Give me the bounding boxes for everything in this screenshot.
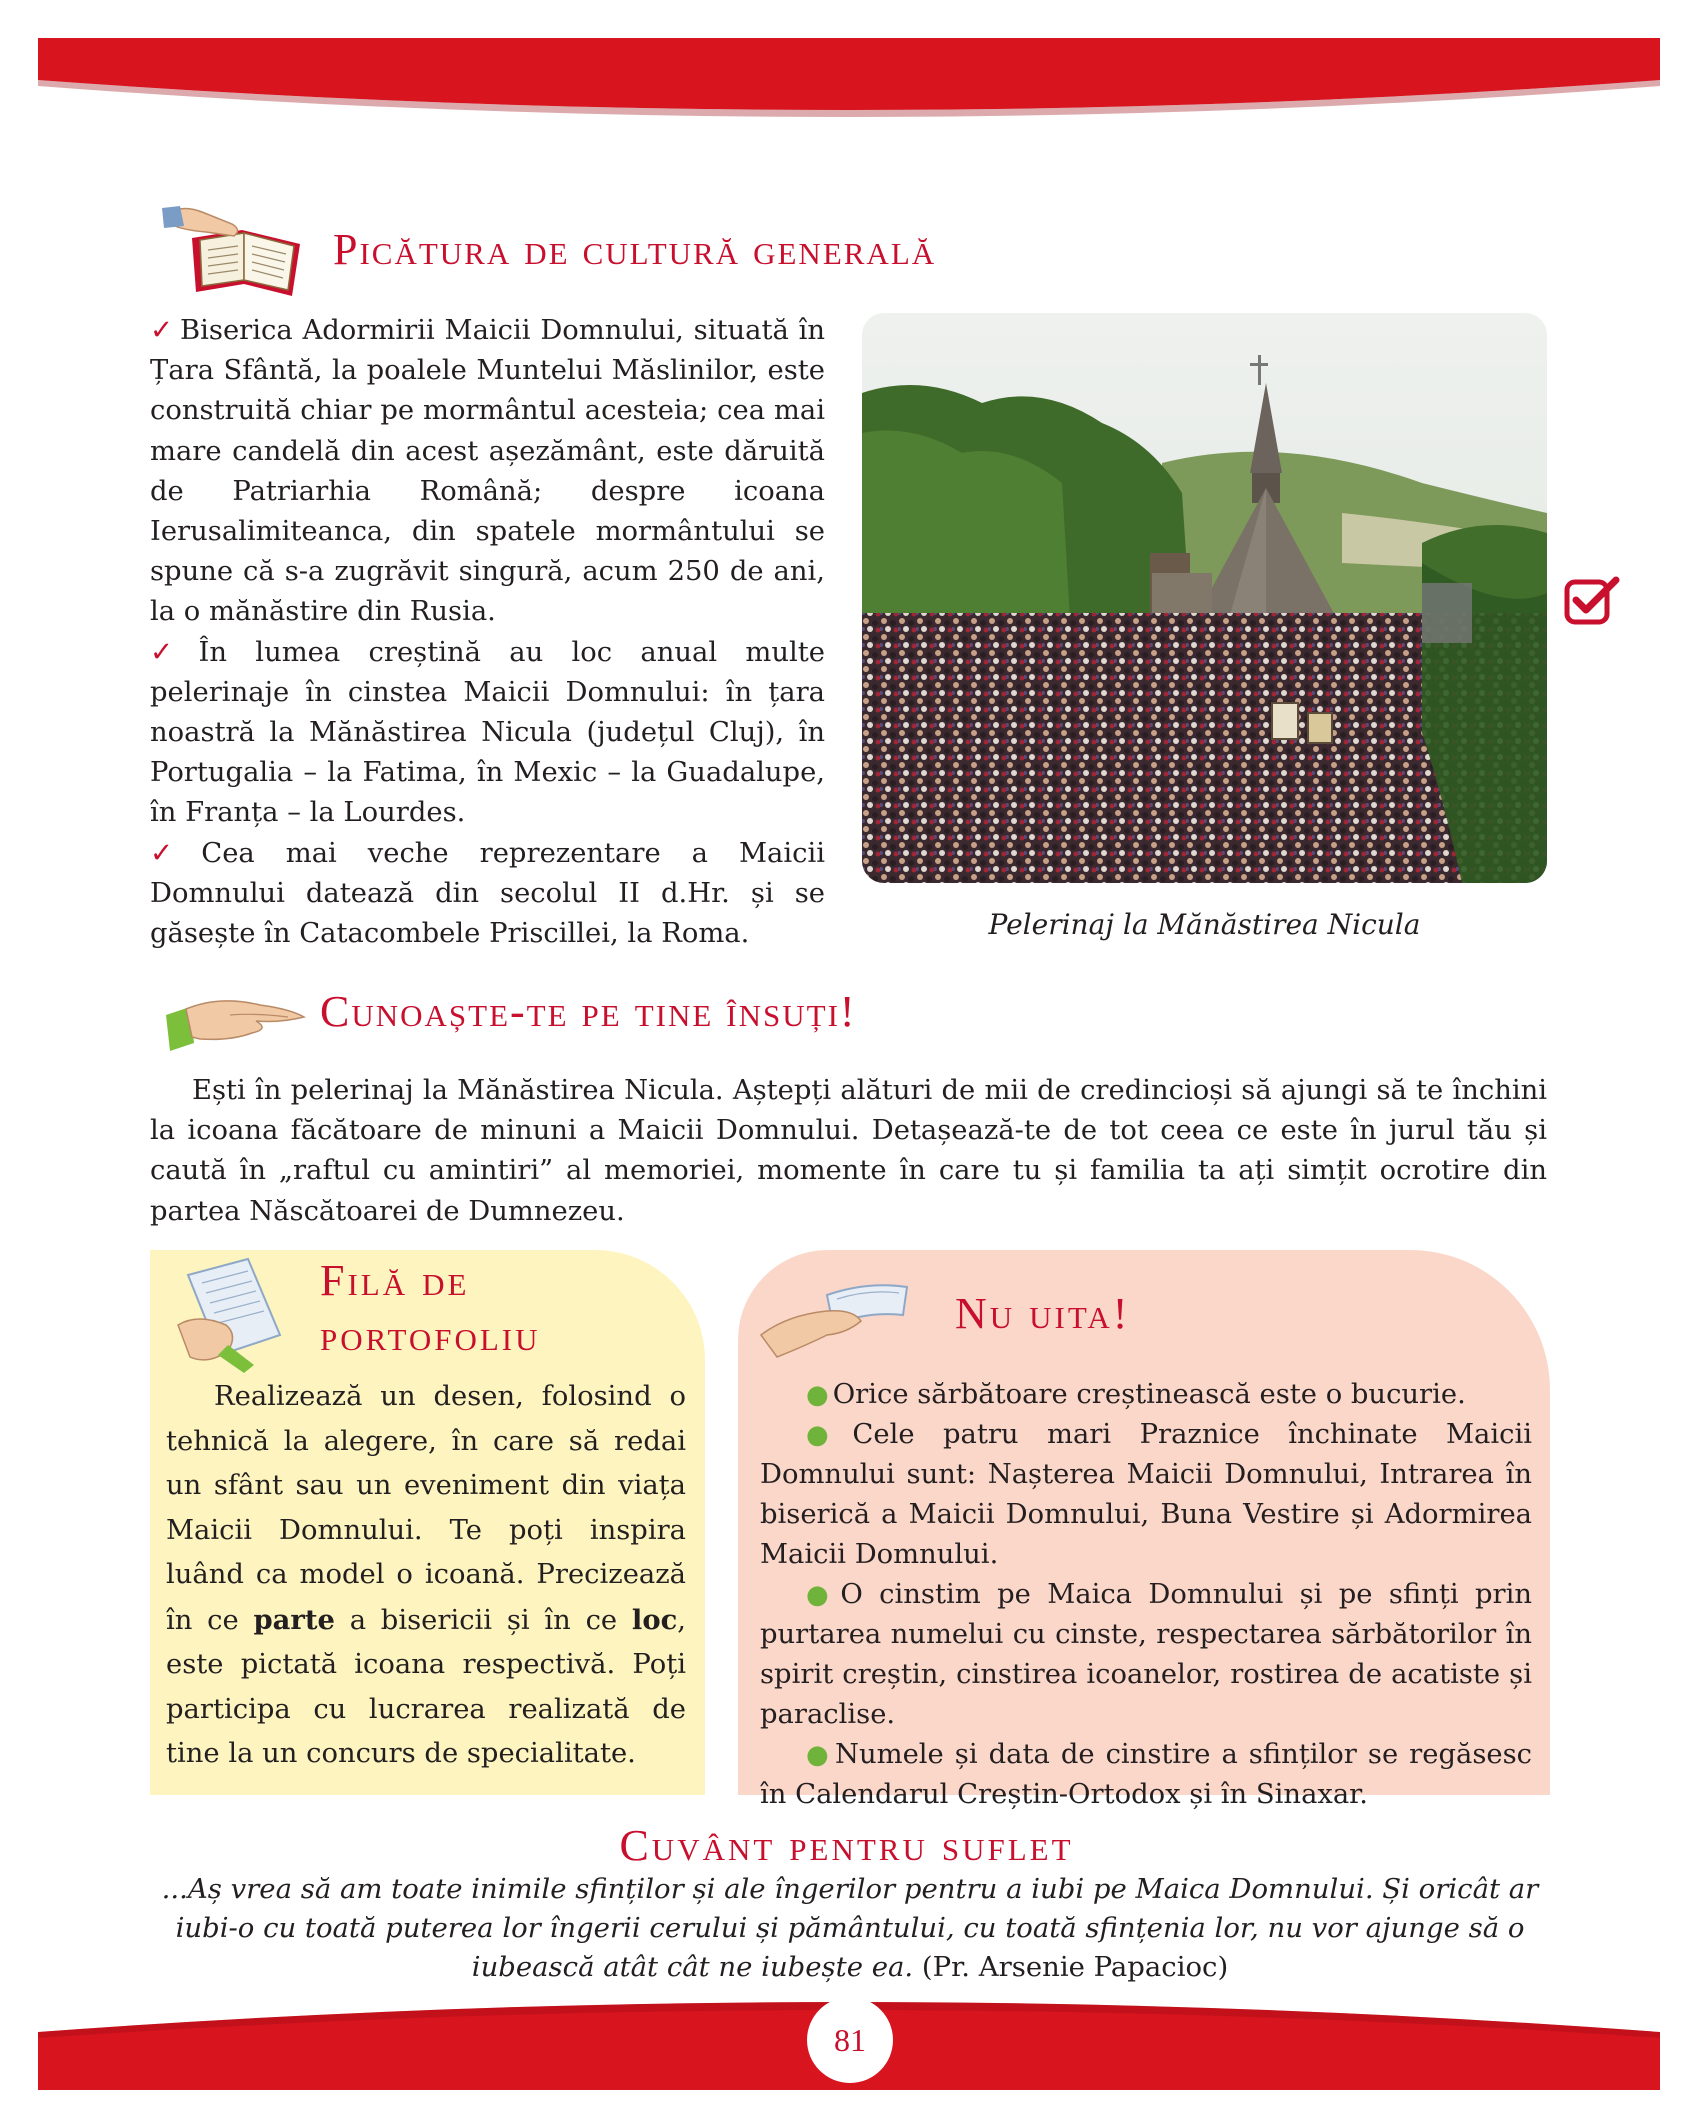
pilgrimage-photo-illustration bbox=[862, 313, 1547, 883]
check-mark-icon: ✓ bbox=[150, 837, 196, 869]
pilgrimage-photo bbox=[862, 313, 1547, 883]
page-number: 81 bbox=[834, 2021, 866, 2058]
remember-item-1: ● Orice sărbătoare creștinească este o bucurie. bbox=[806, 1379, 1466, 1410]
soul-title: Cuvânt pentru suflet bbox=[619, 1821, 1074, 1870]
culture-paragraph-3: ✓ Cea mai veche reprezentare a Maicii Domnului datează din secolul II d.Hr. și se găsește în Catacombele Priscillei, la Roma. bbox=[150, 837, 825, 950]
scroll-hand-icon bbox=[168, 1255, 292, 1375]
know-yourself-text: Ești în pelerinaj la Mănăstirea Nicula. Aștepți alături de mii de credincioși să ajungi să te închini la icoana făcătoare de minuni a Maicii Domnului. Detașează-te de tot ceea ce este în jurul tău și caută în „raftul cu amintiri” al memoriei, momente în care tu și familia ta ați simțit ocrotire din partea Născătoarei de Dumnezeu. bbox=[150, 1075, 1547, 1227]
paper-hand-icon bbox=[757, 1275, 915, 1365]
quote-author: (Pr. Arsenie Papacioc) bbox=[921, 1951, 1229, 1983]
bullet-icon: ● bbox=[806, 1740, 831, 1770]
remember-list bbox=[760, 1375, 1532, 1815]
culture-paragraph-2: ✓ În lumea creștină au loc anual multe pelerinaje în cinstea Maicii Domnului: în țara noastră la Mănăstirea Nicula (județul Cluj), în Portugalia – la Fatima, în Mexic – la Guadalupe, în Franța – la Lourdes. bbox=[150, 636, 825, 829]
portfolio-title-line1: Filă de bbox=[320, 1256, 470, 1305]
soul-quote bbox=[150, 1870, 1550, 1987]
portfolio-title-line2: portofoliu bbox=[320, 1311, 541, 1360]
checkbox-icon bbox=[1564, 576, 1620, 626]
remember-item-2: ● Cele patru mari Praznice închinate Maicii Domnului sunt: Nașterea Maicii Domnului, Intrarea în biserică a Maicii Domnului, Buna Vestire și Adormirea Maicii Domnului. bbox=[760, 1419, 1532, 1570]
remember-item-4: ● Numele și data de cinstire a sfinților se regăsesc în Calendarul Creștin-Ortodox și în Sinaxar. bbox=[760, 1739, 1533, 1810]
culture-paragraph-1: ✓ Biserica Adormirii Maicii Domnului, situată în Țara Sfântă, la poalele Muntelui Măslinilor, este construită chiar pe mormântul acesteia; cea mai mare candelă din acest așezământ, este dăruită de Patriarhia Română; despre icoana Ierusalimiteanca, din spatele mormântului se spune că s-a zugrăvit singură, acum 250 de ani, la o mănăstire din Rusia. bbox=[150, 315, 825, 628]
check-mark-icon: ✓ bbox=[150, 636, 193, 668]
quote-text: ...Aș vrea să am toate inimile sfinților și ale îngerilor pentru a iubi pe Maica Domnului. Și oricât ar iubi-o cu toată puterea lor îngerii cerului și pământului, cu toată sfințenia lor, nu vor ajunge să o iubească atât cât ne iubește ea. bbox=[161, 1873, 1539, 1983]
book-hand-icon bbox=[162, 200, 310, 300]
page-number-badge bbox=[807, 1997, 893, 2083]
section-title-general-culture: Picătura de cultură generală bbox=[333, 225, 937, 274]
bullet-icon: ● bbox=[806, 1420, 849, 1450]
check-mark-icon: ✓ bbox=[150, 315, 175, 346]
portfolio-text: Realizează un desen, folosind o tehnică la alegere, în care să redai un sfânt sau un eveniment din viața Maicii Domnului. Te poți inspira luând ca model o icoană. Precizează în ce parte a bisericii și în ce loc, este pictată icoana respectivă. Poți participa cu lucrarea realizată de tine la un concurs de specialitate. bbox=[166, 1381, 686, 1769]
photo-caption: Pelerinaj la Mănăstirea Nicula bbox=[988, 908, 1421, 941]
section-title-know-yourself: Cunoaște-te pe tine însuți! bbox=[320, 987, 857, 1036]
remember-title: Nu uita! bbox=[955, 1289, 1131, 1338]
general-culture-text bbox=[150, 311, 825, 954]
bullet-icon: ● bbox=[806, 1380, 829, 1410]
top-decorative-band bbox=[38, 0, 1660, 122]
remember-item-3: ● O cinstim pe Maica Domnului și pe sfinți prin purtarea numelui cu cinste, respectarea sărbătorilor în spirit creștin, cinstirea icoanelor, rostirea de acatiste și paraclise. bbox=[760, 1579, 1533, 1730]
bold-parte: parte bbox=[253, 1603, 335, 1636]
bold-loc: loc bbox=[631, 1603, 678, 1636]
offering-hand-icon bbox=[160, 985, 306, 1055]
bullet-icon: ● bbox=[806, 1580, 837, 1610]
